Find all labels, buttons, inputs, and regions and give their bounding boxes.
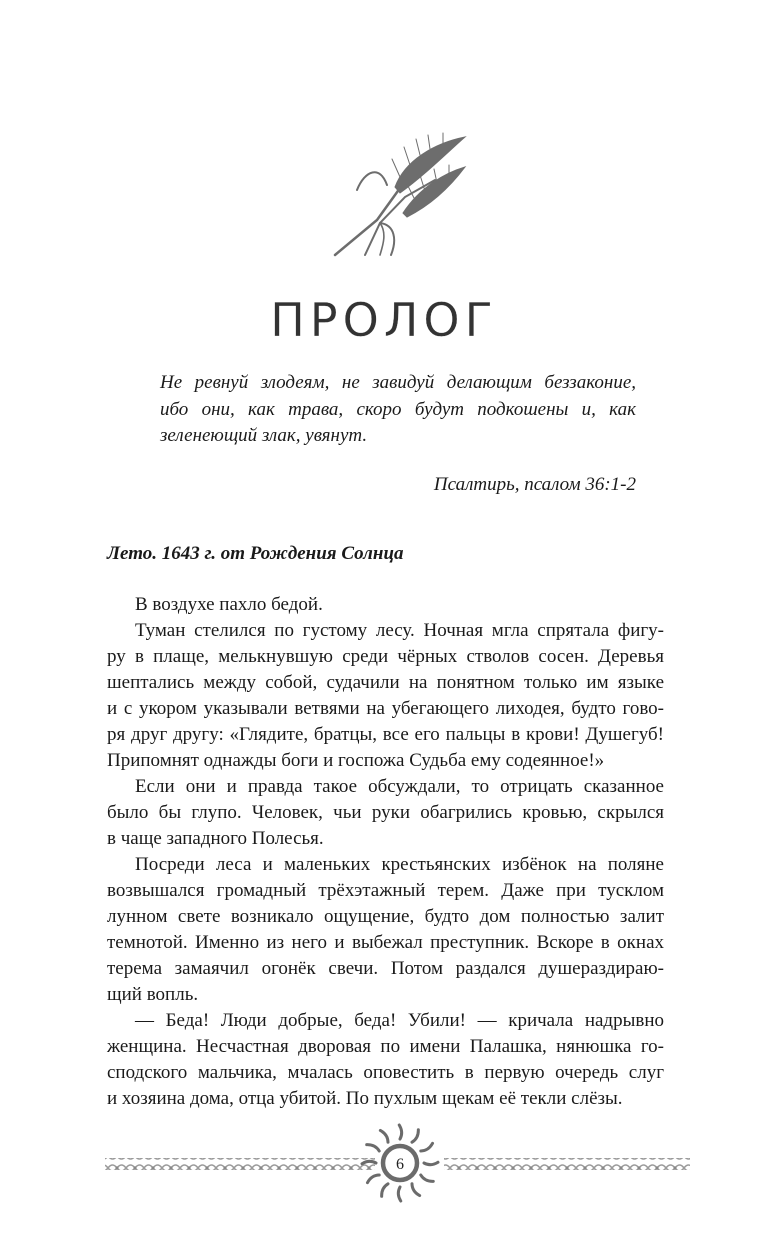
sun-ray xyxy=(421,1175,433,1181)
body-line: и хозяина дома, отца убитой. По пухлым щекам её текли слёзы. xyxy=(107,1088,623,1109)
body-line: сподского мальчика, мчалась оповестить в первую очередь слуг xyxy=(107,1062,664,1083)
body-line: темнотой. Именно из него и выбежал преступник. Вскоре в окнах xyxy=(107,932,664,953)
epigraph-line: ибо они, как трава, скоро будут подкошены и, как xyxy=(160,398,636,420)
body-line: возвышался громадный трёхэтажный терем. Даже при тусклом xyxy=(107,880,664,901)
sun-ray xyxy=(399,1125,401,1139)
sun-ray xyxy=(380,1130,388,1142)
wheat-illustration xyxy=(325,125,475,265)
body-line: ру в плаще, мелькнувшую среди чёрных стволов сосен. Деревья xyxy=(107,646,664,667)
sun-ray xyxy=(421,1143,433,1151)
sun-ray xyxy=(382,1184,388,1196)
left-ornament-band xyxy=(105,1158,375,1170)
body-line: Туман стелился по густому лесу. Ночная мгла спрятала фигу- xyxy=(135,620,664,641)
body-line: — Беда! Люди добрые, беда! Убили! — кричала надрывно xyxy=(135,1010,664,1031)
sun-ray xyxy=(424,1162,438,1164)
sun-ray xyxy=(367,1175,379,1183)
sun-ray xyxy=(412,1130,418,1142)
sun-ray xyxy=(412,1184,420,1196)
body-line: было бы глупо. Человек, чьи руки обагрились кровью, скрылся xyxy=(107,802,664,823)
epigraph-line: Не ревнуй злодеям, не завидуй делающим беззаконие, xyxy=(160,372,636,393)
body-line: Если они и правда такое обсуждали, то отрицать сказанное xyxy=(135,776,664,797)
right-ornament-band xyxy=(444,1158,690,1170)
page-number: 6 xyxy=(396,1156,404,1173)
body-line: в чаще западного Полесья. xyxy=(107,828,324,849)
section-heading: Лето. 1643 г. от Рождения Солнца xyxy=(107,543,404,564)
body-line: и с укором указывали ветвями на убегающего лиходея, будто гово- xyxy=(107,698,664,719)
body-line: женщина. Несчастная дворовая по имени Палашка, нянюшка го- xyxy=(107,1036,664,1057)
body-line: Припомнят однажды боги и госпожа Судьба ему содеянное!» xyxy=(107,750,605,771)
epigraph-line: зеленеющий злак, увянут. xyxy=(160,425,368,446)
chapter-title-text: ПРОЛОГ xyxy=(270,293,498,347)
body-line: терема замаячил огонёк свечи. Потом раздался душераздираю- xyxy=(107,958,664,979)
epigraph-attribution: Псалтирь, псалом 36:1-2 xyxy=(433,474,636,495)
body-line: шептались между собой, судачили на понятном только им языке xyxy=(107,672,664,693)
epigraph xyxy=(160,370,636,450)
sun-ray xyxy=(398,1187,400,1201)
body-text xyxy=(107,592,664,1112)
page-footer-ornament xyxy=(0,1118,768,1210)
body-line: В воздухе пахло бедой. xyxy=(135,594,323,615)
body-line: Посреди леса и маленьких крестьянских избёнок на поляне xyxy=(135,854,664,875)
sun-ray xyxy=(367,1145,379,1151)
body-line: ря друг другу: «Глядите, братцы, все его пальцы в крови! Душегуб! xyxy=(107,724,664,745)
body-line: лунном свете возникало ощущение, будто дом полностью залит xyxy=(107,906,664,927)
chapter-title xyxy=(0,292,768,348)
body-line: щий вопль. xyxy=(107,984,199,1005)
